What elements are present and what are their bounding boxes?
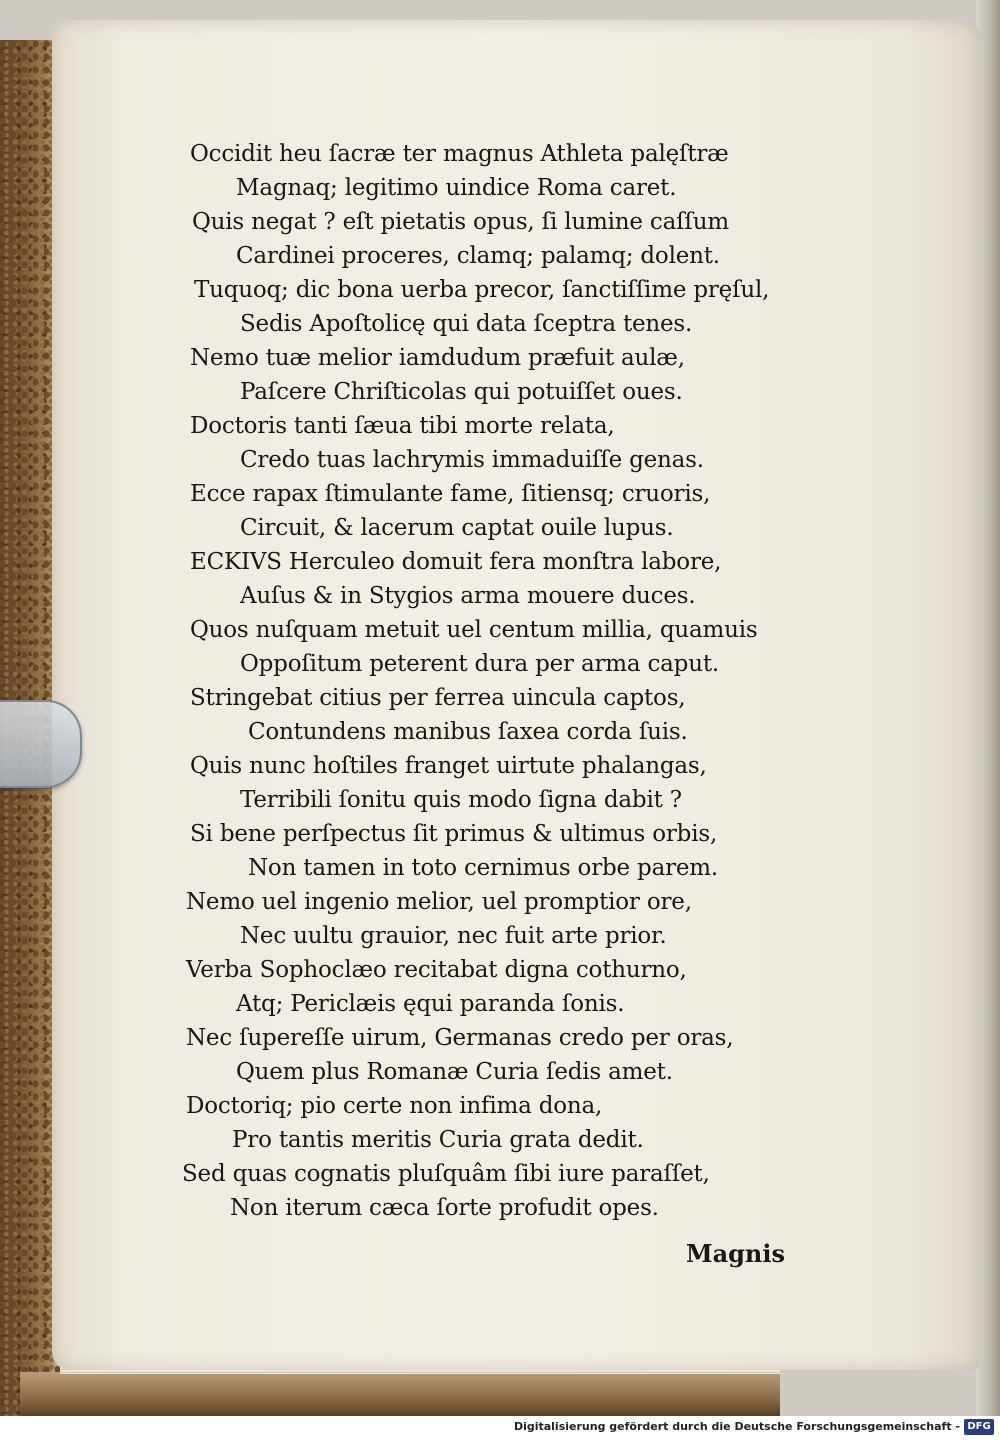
verse-line: Pro tantis meritis Curia grata dedit. — [232, 1127, 644, 1153]
verse-line: Nemo tuæ melior iamdudum præfuit aulæ, — [190, 345, 685, 371]
verse-line: Paſcere Chriſticolas qui potuiſſet oues. — [240, 379, 683, 405]
verse-line: ECKIVS Herculeo domuit fera monſtra labore, — [190, 549, 722, 575]
verse-line: Auſus & in Stygios arma mouere duces. — [240, 583, 696, 609]
verse-line: Terribili ſonitu quis modo ſigna dabit ? — [240, 787, 682, 813]
verse-line: Cardinei proceres, clamq; palamq; dolent. — [236, 243, 720, 269]
page-clip — [0, 700, 82, 788]
verse-line: Doctoriq; pio certe non infima dona, — [186, 1093, 603, 1119]
funding-credit: Digitalisierung gefördert durch die Deutsche Forschungsgemeinschaft - — [513, 1420, 960, 1433]
verse-line: Circuit, & lacerum captat ouile lupus. — [240, 515, 674, 541]
verse-line: Quis negat ? eſt pietatis opus, ſi lumine caſſum — [192, 209, 729, 235]
verse-line: Credo tuas lachrymis immaduiſſe genas. — [240, 447, 704, 473]
verse-line: Occidit heu ſacræ ter magnus Athleta palęſtræ — [190, 141, 729, 167]
verse-line: Verba Sophoclæo recitabat digna cothurno, — [186, 957, 687, 983]
verse-line: Nec ſupereſſe uirum, Germanas credo per oras, — [186, 1025, 734, 1051]
footer-bar — [0, 1416, 1000, 1440]
verse-line: Quos nuſquam metuit uel centum millia, quamuis — [190, 617, 758, 643]
verse-line: Stringebat citius per ferrea uincula captos, — [190, 685, 686, 711]
verse-line: Magnaq; legitimo uindice Roma caret. — [236, 175, 677, 201]
verse-line: Si bene perſpectus ſit primus & ultimus orbis, — [190, 821, 718, 847]
verse-line: Tuquoq; dic bona uerba precor, ſanctiſſime pręſul, — [194, 277, 770, 303]
book-cover-bottom — [20, 1372, 780, 1416]
verse-line: Nemo uel ingenio melior, uel promptior ore, — [186, 889, 692, 915]
verse-line: Contundens manibus ſaxea corda ſuis. — [248, 719, 688, 745]
verse-line: Quis nunc hoſtiles franget uirtute phalangas, — [190, 753, 707, 779]
catchword: Magnis — [686, 1239, 785, 1268]
verse-line: Doctoris tanti ſæua tibi morte relata, — [190, 413, 615, 439]
verse-line: Sedis Apoſtolicę qui data ſceptra tenes. — [240, 311, 693, 337]
dfg-logo: DFG — [964, 1419, 994, 1435]
verse-line: Quem plus Romanæ Curia ſedis amet. — [236, 1059, 673, 1085]
verse-line: Sed quas cognatis pluſquâm ſibi iure paraſſet, — [182, 1161, 710, 1187]
verse-line: Oppoſitum peterent dura per arma caput. — [240, 651, 719, 677]
verse-line: Nec uultu grauior, nec fuit arte prior. — [240, 923, 667, 949]
verse-line: Non iterum cæca ſorte profudit opes. — [230, 1195, 659, 1221]
verse-line: Ecce rapax ſtimulante fame, ſitiensq; cruoris, — [190, 481, 711, 507]
verse-line: Atq; Periclæis ęqui paranda ſonis. — [236, 991, 625, 1017]
verse-line: Non tamen in toto cernimus orbe parem. — [248, 855, 719, 881]
